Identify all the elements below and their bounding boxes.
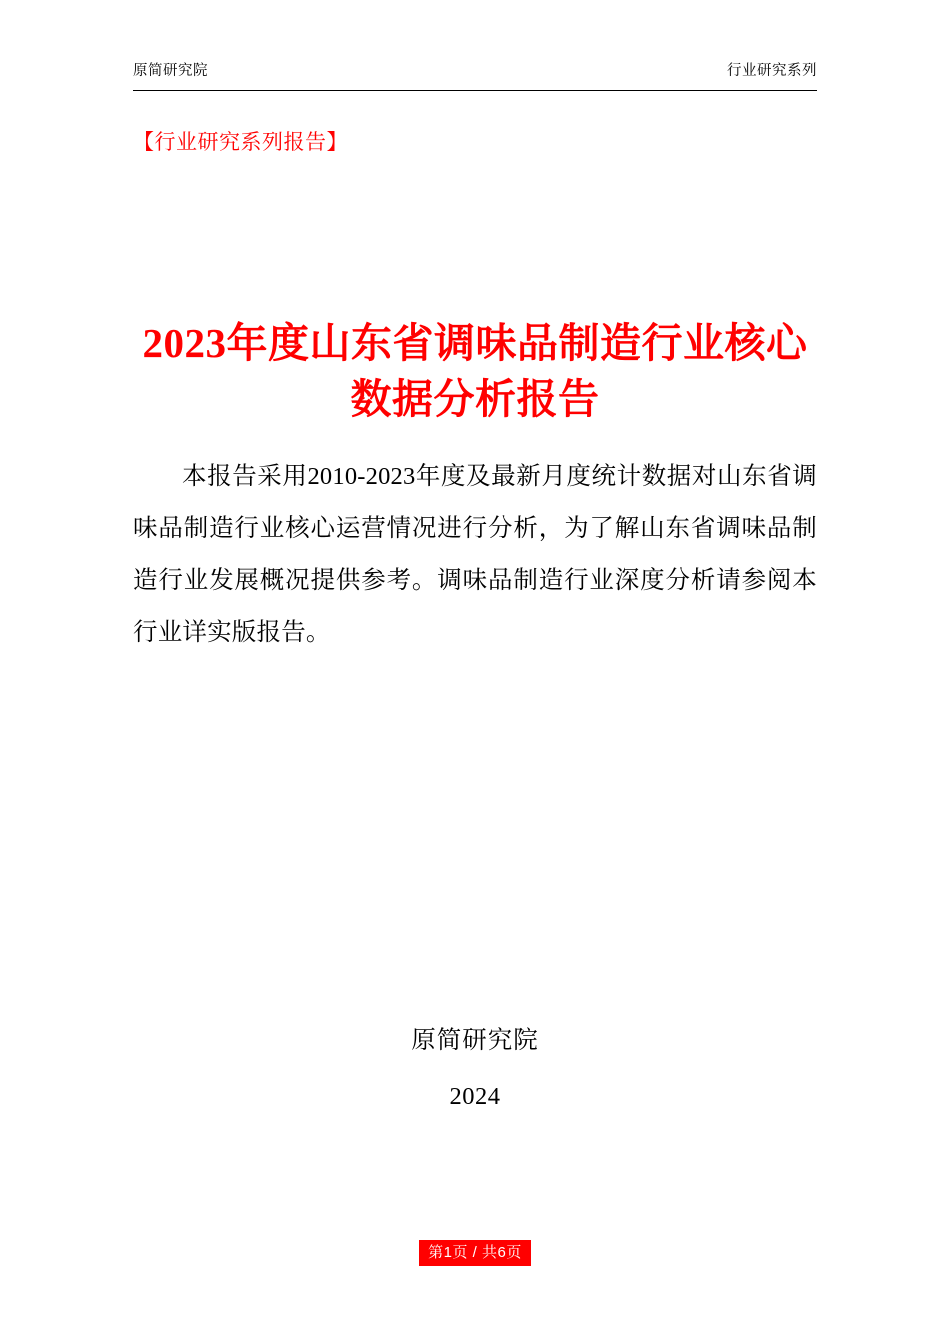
page-title: 2023年度山东省调味品制造行业核心数据分析报告	[142, 320, 808, 423]
document-header	[133, 62, 817, 91]
header-right-text: 行业研究系列	[727, 63, 817, 79]
page-footer	[133, 1240, 817, 1266]
publication-year: 2024	[449, 1083, 501, 1110]
page-number-badge: 第1页 / 共6页	[419, 1240, 531, 1266]
publisher-name: 原简研究院	[411, 1027, 539, 1054]
series-label: 【行业研究系列报告】	[133, 131, 348, 154]
page-content	[133, 0, 817, 1344]
abstract-paragraph: 本报告采用2010-2023年度及最新月度统计数据对山东省调味品制造行业核心运营情况进行分析，为了解山东省调味品制造行业发展概况提供参考。调味品制造行业深度分析请参阅本行业详实版报告。	[133, 462, 817, 646]
header-left-text: 原简研究院	[133, 63, 208, 79]
